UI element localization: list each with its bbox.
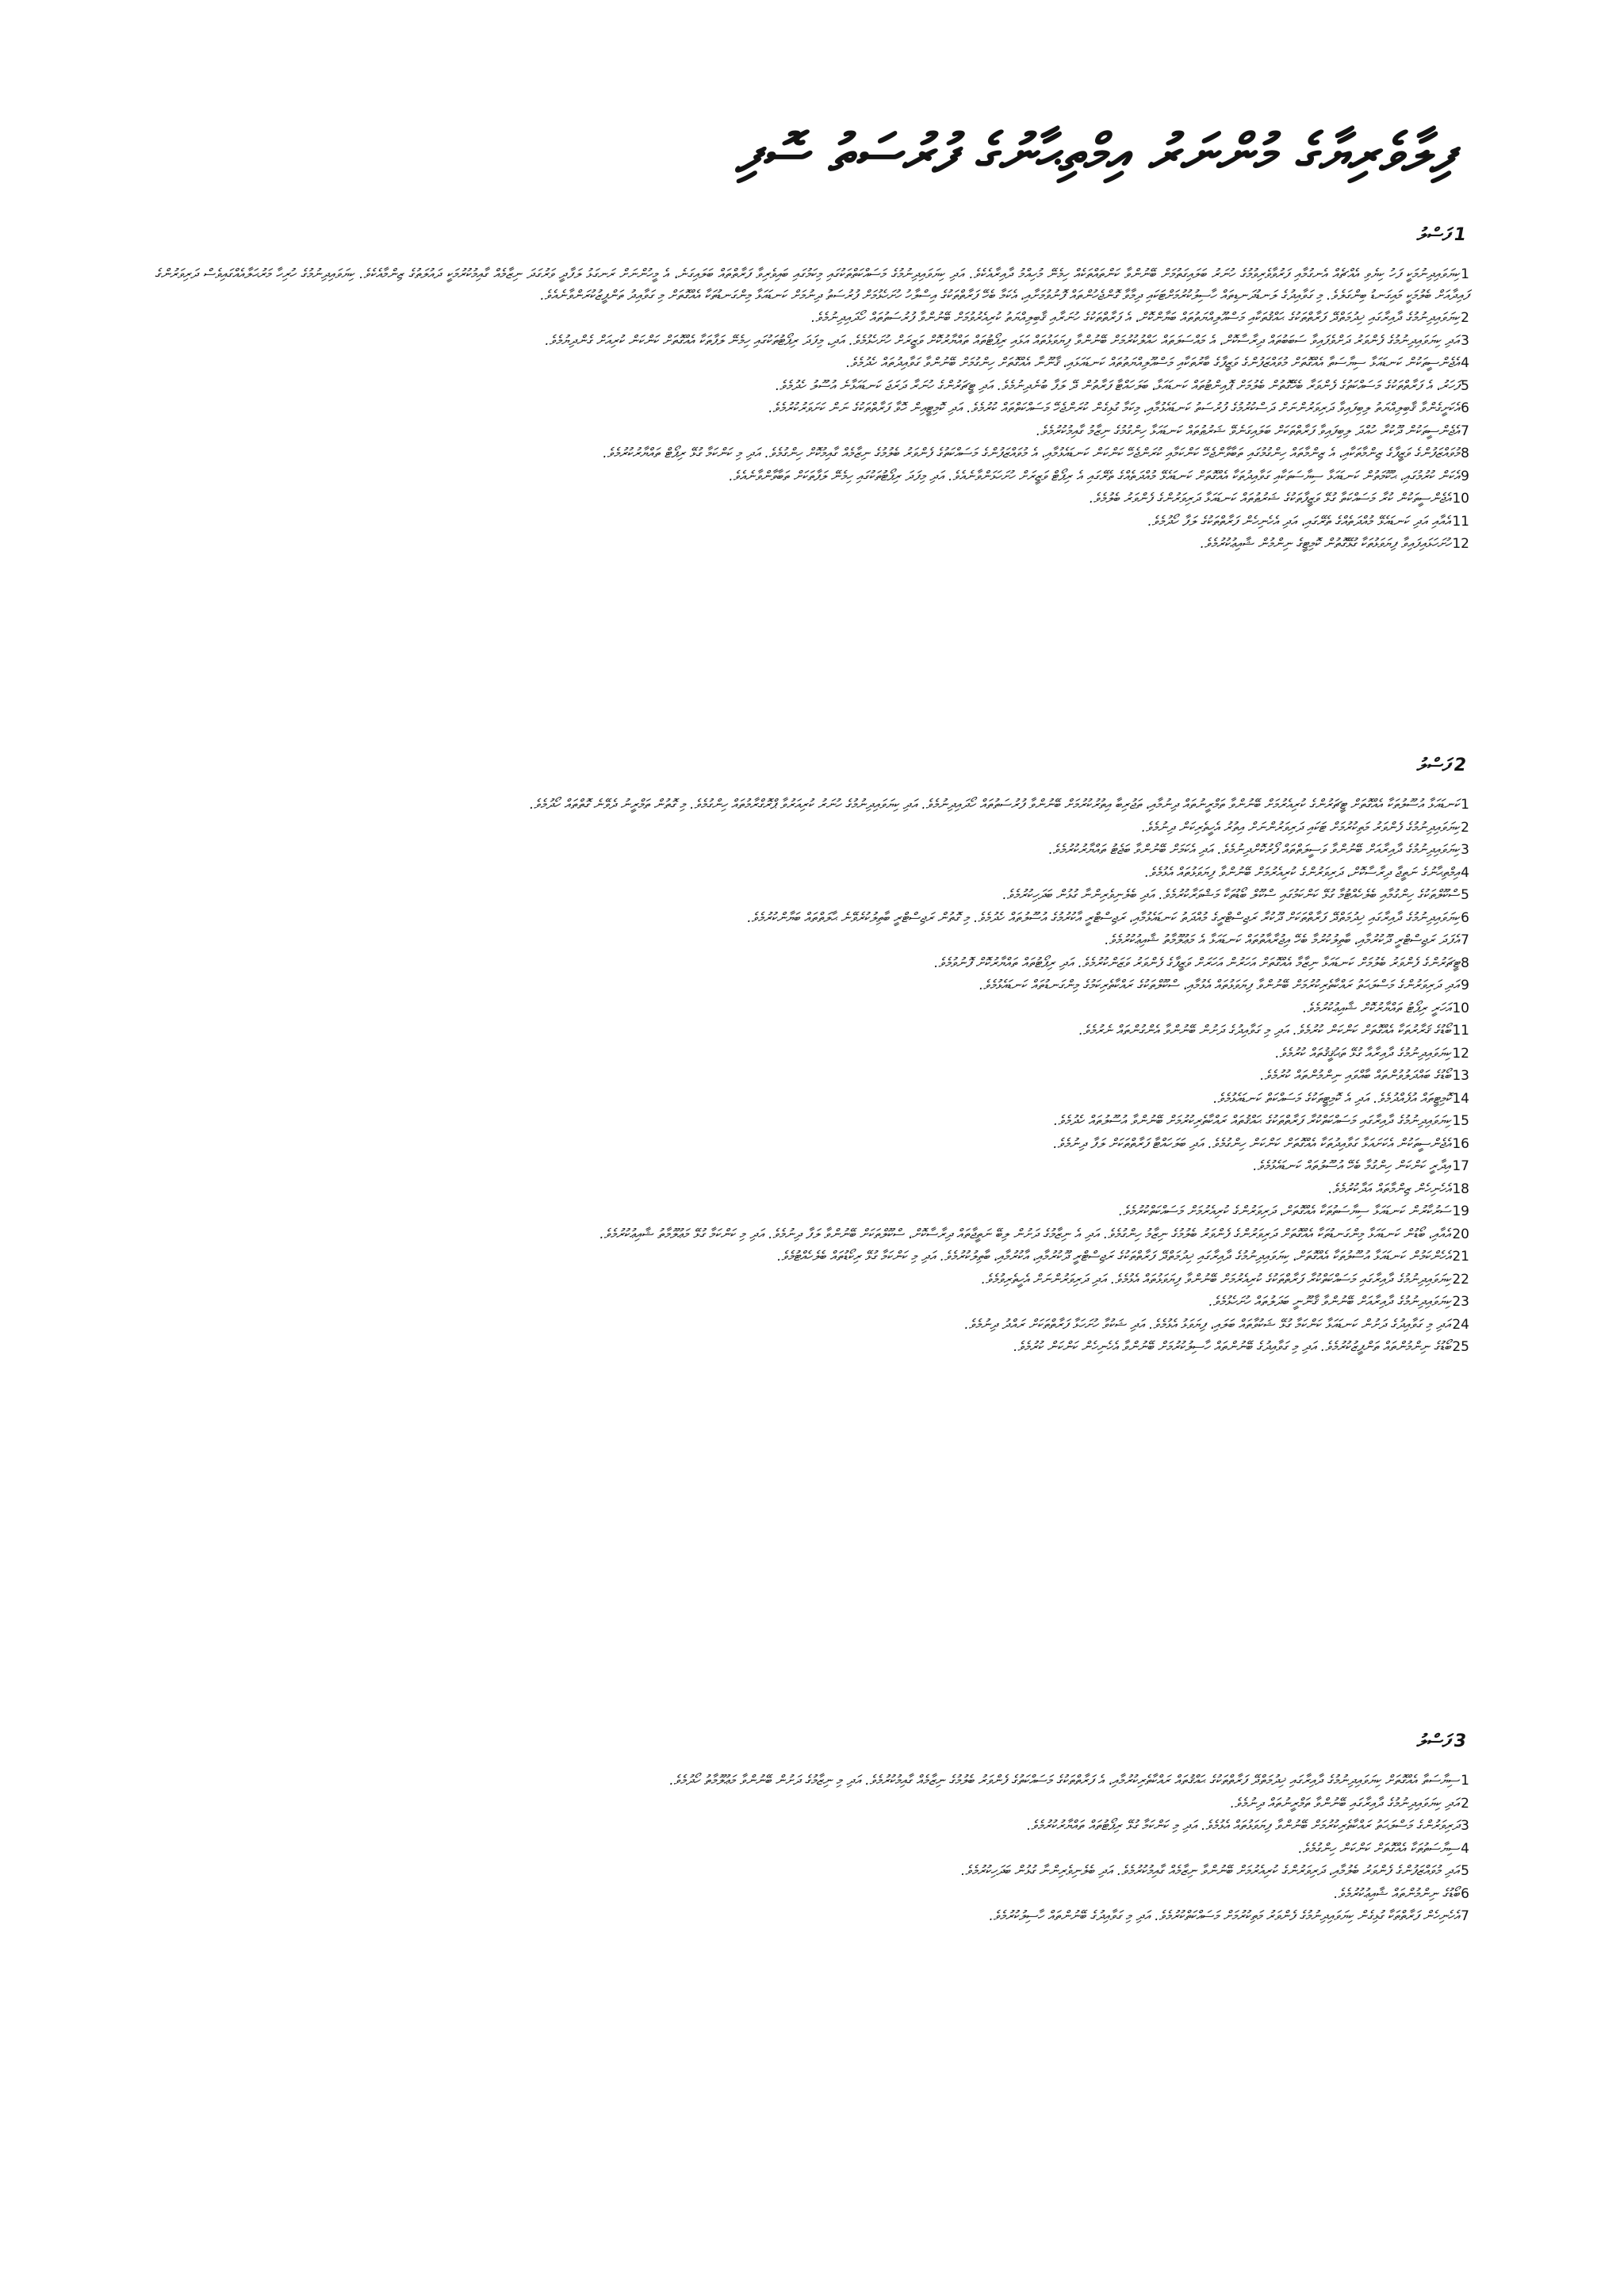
paragraph (155, 1884, 1469, 1905)
section-number: 1 (1454, 225, 1466, 245)
paragraph-text: އެހެންކަމުން ކަނޑައަޅާ އުސޫލުތަކާ އެއްގޮތަށް، ކިޔަވައިދިނުމުގެ ދާއިރާގައި ޚިދުމަތްދޭ ފަރާތްތަކުގެ ރަޖިސްޓްރީ ދޫކުރުމާއި، އާކުރުމާއި، ބާތިލުކުރުމެވެ. އަދި މި ކަންކަމާ ގުޅޭ ރިކޯޑުތައް ބެލެހެއްޓުމެވެ. (777, 1249, 1451, 1265)
paragraph-text: ބޯޑުގެ ނިންމުންތައް ޝާއިޢުކުރުމެވެ. (1333, 1885, 1460, 1902)
paragraph-text: އަހަރީ ރިޕޯޓު ތައްޔާރުކޮށް ޝާއިޢުކުރުމެވެ. (1302, 1000, 1451, 1016)
paragraph (155, 1292, 1469, 1313)
paragraph (155, 308, 1469, 329)
paragraph (155, 1224, 1469, 1246)
paragraph (155, 421, 1469, 442)
paragraph-text: ސިޔާސަތާ އެއްގޮތަށް ކިޔަވައިދިނުމުގެ ދާއިރާގައި ޚިދުމަތްދޭ ފަރާތްތަކުގެ ޙައްޤުތައް ރައްކާތެރިކުރުމާއި، އެ ފަރާތްތަކުގެ މަސައްކަތުގެ ފެންވަރު ބެލުމުގެ ނިޒާމެއް ގާއިމުކުރުމެވެ. އަދި މި ނިޒާމުގެ ދަށުން ބޭނުންވާ މަޢުލޫމާތު ހޯދުމެވެ. (669, 1773, 1460, 1789)
paragraph-list (155, 794, 1469, 1358)
paragraph (155, 953, 1469, 974)
paragraph-text: ކަނޑައަޅާ އުސޫލުތަކާ އެއްގޮތަށް ޓީޗަރުންގެ ކުރިއެރުމަށް ބޭނުންވާ ތަމްރީނުތައް ދިނުމާއި، ތަޖުރިބާ އިތުރުކުރުމަށް ބޭނުންވާ ފުރުސަތުތައް ހޯދައިދިނުމެވެ. އަދި ކިޔަވައިދިނުމުގެ ހުނަރު ކުރިއަރުވާ ޕްރޮގްރާމުތައް ހިންގުމެވެ. މި ގޮތުން ތަމްރީނު ދެވޭނެ ގޮތްތައް ހޯދުމެވެ. (529, 797, 1460, 813)
paragraph-text: އެއާއި، ބޯޑުން ކަނޑައަޅާ މިންގަނޑުތަކާ އެއްގޮތަށް ދަރިވަރުންގެ ފެންވަރު ބެލުމުގެ ނިޒާމު ހިންގުމެވެ. އަދި އެ ނިޒާމުގެ ދަށުން ލިބޭ ނަތީޖާތައް ދިރާސާކޮށް، ސްކޫލްތަކަށް ބޭނުންވާ ލަފާ ދިނުމެވެ. އަދި މި ކަންކަމާ ގުޅޭ މަޢުލޫމާތު ޝާއިޢުކުރުމެވެ. (599, 1226, 1451, 1242)
paragraph-text: ހުށަހަޅައިފައިވާ ފިޔަވަޅުތަކާ ގުޅޭގޮތުން ކޮމިޓީގެ ނިންމުން ޝާއިޢުކުރުމެވެ. (1200, 536, 1451, 552)
paragraph (155, 1134, 1469, 1155)
paragraph-number: 4 (1461, 864, 1469, 881)
paragraph-number: 1 (1461, 266, 1469, 282)
paragraph (155, 1156, 1469, 1177)
paragraph (155, 331, 1469, 352)
section-2 (155, 756, 1469, 1360)
document-title: ފިލާވެރިޔާގެ މުންނަރު އިމްތިޙާނުގެ ފުރުސަތު ސޮފި (735, 123, 1454, 184)
paragraph-text: ސްކޫލްތަކުގެ ހިންގުމާއި ބެލެހެއްޓުމާ ގުޅޭ ކަންކަމުގައި ސްކޫލް ބޯޑުތަކާ މަޝްވަރާކުރުމެވެ. އަދި ބެލެނިވެރިންނާ ގުޅުން ބަދަހިކުރުމެވެ. (1002, 887, 1460, 903)
paragraph-number: 5 (1461, 377, 1469, 394)
paragraph (155, 930, 1469, 951)
paragraph-number: 15 (1452, 1113, 1469, 1129)
paragraph-text: އަދި ދަރިވަރުންގެ މަސްލަޙަތު ރައްކާތެރިކުރުމަށް ބޭނުންވާ ފިޔަވަޅުތައް އެޅުމާއި، ސްކޫލްތަކުގެ ރައްކާތެރިކަމުގެ މިންގަނޑުތައް ކަނޑައެޅުމެވެ. (979, 978, 1460, 993)
paragraph-text: ކިޔަވައިދިނުމަކީ ފަހު ކިޔެވި އެއްޗެއް އެނގުމާއި ފަރުވާވެރިވުމުގެ ހުނަރު ބަލައިގަތުމަށް ބޭނުންވާ ކަންތައްތަކެއް ހިމެނޭ މުހިއްމު ދާއިރާއެކެވެ. އަދި ކިޔަވައިދިނުމުގެ މަސައްކަތްތަކުގައި މިކަމުގައި ބައިވެރިވާ ފަރާތްތައް ބަލައިގަނެ، އެ މީހުންނަށް ރަނގަޅު ލަފާދީ ވަރުގަދަ ނިޒާމެއް ގާއިމުކުރުމަކީ ދައުލަތުގެ ޒިންމާއެކެވެ. ކިޔަވައިދިނުމުގެ ހުރިހާ މަރުޙަލާއެއްގައިވެސް ދަރިވަރުންގެ ފައިދާއަށް ބެލުމަކީ މައިގަނޑު ބިންގަލެވެ. މި ގަވާއިދުގެ ލަނޑުދަނޑިތައް ހާސިލުކުރުމަށްޓަކައި ދިމާވާ ގޮންޖެހުންތައް ފޮނުވުމަށާއި، އެކަމާ ބެހޭ ފަރާތްތަކުގެ އިސްލާހު ހުށަހެޅުމަށް ފުރުސަތު ދިނުމަށް ކަނޑައަޅާ މިންގަނޑުތަކާ އެއްގޮތަށް މި ގަވާއިދު ތަންފީޒުކުރަންވާނެއެވެ. (155, 266, 1469, 304)
paragraph (155, 1066, 1469, 1087)
paragraph-text: ކިޔަވައިދިނުމުގެ ދާއިރާއަށް ބޭނުންވާ ވަސީލަތްތައް ފޯރުކޮށްދިނުމެވެ. އަދި އެކަމަށް ބޭނުންވާ ބަޖެޓު ތައްޔާރުކުރުމެވެ. (1048, 842, 1460, 858)
paragraph-text: އަދި ކިޔަވައިދިނުމުގެ ފެންވަރު ދަށްވެފައިވާ ސަބަބުތައް ދިރާސާކޮށް، އެ މައްސަލަތައް ހައްލުކުރުމަށް ބޭނުންވާ ފިޔަވަޅުތައް އަޅައި ރިޕޯޓުތައް ތައްޔާރުކޮށް ވަޒީރަށް ހުށަހެޅުމެވެ. އަދި، މިފަދަ ރިޕޯޓުތަކުގައި ހިމެނޭ ލަފާތަކާ އެއްގޮތަށް ކަންކަން ކުރިއަށް ގެންދިޔުމެވެ. (545, 332, 1460, 349)
paragraph-text: އެކަށީގެންވާ ޤާބިލިއްޔަތު ލިބިފައިވާ ދަރިވަރުންނަށް ދަސްކުރުމުގެ ފުރުސަތު ކަނޑައެޅުމާއި، މިކަމާ ގުޅިގެން ކުރަންޖެހޭ މަސައްކަތްތައް ކުރުމެވެ. އަދި ކޮމިޓީއިން ހޮވާ ފަރާތްތަކުގެ ނަން ކަށަވަރުކުރުމެވެ. (768, 400, 1460, 416)
paragraph-list (155, 264, 1469, 555)
section-heading (155, 1732, 1469, 1751)
paragraph-number: 14 (1452, 1090, 1469, 1107)
paragraph (155, 1337, 1469, 1358)
paragraph-number: 1 (1461, 797, 1469, 813)
paragraph-text: އެއާއި އަދި ކަނޑައެޅޭ މުއްދަތެއްގެ ތެރޭގައި، އަދި އެހެނިހެން ފަރާތްތަކުގެ ލަފާ ހޯދުމެވެ. (1147, 513, 1451, 530)
paragraph-text: އިމްތިޙާނުގެ ނަތީޖާ ދިރާސާކޮށް، ދަރިވަރުންގެ ކުރިއެރުމަށް ބޭނުންވާ ފިޔަވަޅުތައް އެޅުމެވެ. (1144, 864, 1460, 881)
paragraph-number: 13 (1452, 1068, 1469, 1084)
paragraph-number: 20 (1452, 1226, 1469, 1242)
paragraph-number: 10 (1452, 1000, 1469, 1016)
paragraph-number: 7 (1461, 932, 1469, 948)
paragraph-text: މުވައްޒަފުންގެ ވަޒީފާގެ ޒިންމާތަކާއި، އެ ޒިންމާތައް ހިންގުމުގައި ތަބާވާންޖެހޭ ކަންކަމާއި ކުރަންޖެހޭ ކަންކަން ކަނޑައެޅުމާއި، އެ މުވައްޒަފުންގެ މަސައްކަތުގެ ފެންވަރު ބެލުމުގެ ނިޒާމެއް ގާއިމުކޮށް ހިންގުމެވެ. އަދި މި ކަންކަމާ ގުޅޭ ރިޕޯޓް ތައްޔާރުކުރުމެވެ. (603, 446, 1460, 461)
paragraph-number: 11 (1452, 513, 1469, 530)
paragraph-list (155, 1770, 1469, 1927)
paragraph-number: 3 (1461, 1818, 1469, 1834)
paragraph-number: 2 (1461, 819, 1469, 836)
paragraph (155, 511, 1469, 533)
paragraph (155, 1020, 1469, 1042)
section-heading (155, 756, 1469, 775)
paragraph (155, 353, 1469, 374)
paragraph-number: 1 (1461, 1773, 1469, 1789)
paragraph-number: 6 (1461, 400, 1469, 416)
paragraph-text: އެހެނިހެން ފަރާތްތަކާ ގުޅިގެން ކިޔަވައިދިނުމުގެ ފެންވަރު މަތިކުރުމަށް މަސައްކަތްކުރުމެވެ. އަދި މި ގަވާއިދުގެ ބޭނުންތައް ހާސިލުކުރުމެވެ. (989, 1908, 1460, 1924)
paragraph-text: ކިޔަވައިދިނުމުގެ ފެންވަރު މަތިކުރުމަށް ޓަކައި ދަރިވަރުންނަށް އިތުރު އެހީތެރިކަން ދިނުމެވެ. (1141, 819, 1460, 836)
paragraph-number: 8 (1461, 955, 1469, 971)
section-number: 3 (1454, 1732, 1466, 1751)
paragraph-number: 7 (1461, 423, 1469, 439)
paragraph (155, 1314, 1469, 1336)
paragraph (155, 1839, 1469, 1860)
paragraph (155, 264, 1469, 306)
paragraph (155, 908, 1469, 929)
paragraph (155, 1089, 1469, 1110)
paragraph (155, 376, 1469, 397)
paragraph-number: 18 (1452, 1181, 1469, 1197)
paragraph-text: ކިޔަވައިދިނުމުގެ ދާއިރާގައި މަސައްކަތްކުރާ ފަރާތްތަކުގެ ކުރިއެރުމަށް ބޭނުންވާ ފިޔަވަޅުތައް އެޅުމެވެ. އަދި ދަރިވަރުންނަށް އެހީތެރިވުމެވެ. (981, 1271, 1451, 1288)
paragraph (155, 1179, 1469, 1200)
paragraph-number: 16 (1452, 1135, 1469, 1152)
paragraph-number: 4 (1461, 1840, 1469, 1857)
paragraph (155, 1861, 1469, 1882)
paragraph-text: އަދި ކިޔަވައިދިނުމުގެ ދާއިރާގައި ބޭނުންވާ ތަމްރީނުތައް ދިނުމެވެ. (1230, 1795, 1460, 1812)
paragraph (155, 794, 1469, 816)
section-3 (155, 1732, 1469, 1929)
paragraph-number: 2 (1461, 1795, 1469, 1812)
paragraph-number: 9 (1461, 468, 1469, 484)
section-heading (155, 225, 1469, 245)
paragraph-text: އެޖެންސީތަކުން އެކަށައަޅާ ގަވާއިދުތަކާ އެއްގޮތަށް ކަންކަން ހިންގުމެވެ. އަދި ބަލަހައްޓާ ފަރާތްތަކަށް ލަފާ ދިނުމެވެ. (1053, 1135, 1451, 1152)
paragraph-number: 3 (1461, 842, 1469, 858)
paragraph-number: 6 (1461, 909, 1469, 926)
paragraph-text: އެޖެންސީތަކުން ދޫކުރާ ހުއްދަ ލިބިފައިވާ ފަރާތްތަކަށް ބަލައިގަނެވޭ ޝަރުޠުތައް ކަނޑައަޅާ ހިންގުމުގެ ނިޒާމު ގާއިމުކުރުމެވެ. (1036, 423, 1460, 439)
paragraph-text: އެކަން ކުރުމުގައި، ޙުކޫމަތުން ކަނޑައަޅާ ސިޔާސަތަކާއި ގަވާއިދުތަކާ އެއްގޮތަށް ކަނޑައެޅޭ މުއްދަތެއްގެ ތެރޭގައި އެ ރިޕޯޓް ވަޒީރަށް ހުށަހަޅަންވާނެއެވެ. އަދި މިފަދަ ރިޕޯޓުތަކުގައި ހިމެނޭ ލަފާތަކަށް ތަބާވާންވާނެއެވެ. (729, 468, 1460, 484)
paragraph-text: އިދާރީ ކަންކަން ހިންގުމާ ބެހޭ އުސޫލުތައް ކަނޑައެޅުމެވެ. (1253, 1158, 1451, 1174)
paragraph-text: ކިޔަވައިދިނުމުގެ ދާއިރާގައި މަސައްކަތްކުރާ ފަރާތްތަކުގެ ޙައްޤުތައް ރައްކާތެރިކުރުމަށް ބޭނުންވާ އުސޫލުތައް ހެދުމެވެ. (1053, 1113, 1451, 1129)
paragraph (155, 817, 1469, 839)
section-number: 2 (1454, 756, 1466, 775)
paragraph (155, 1816, 1469, 1837)
paragraph (155, 1246, 1469, 1268)
paragraph-number: 24 (1452, 1316, 1469, 1333)
paragraph-number: 8 (1461, 446, 1469, 461)
paragraph (155, 975, 1469, 997)
paragraph-number: 7 (1461, 1908, 1469, 1924)
paragraph-number: 5 (1461, 887, 1469, 903)
paragraph-number: 19 (1452, 1203, 1469, 1219)
paragraph (155, 443, 1469, 465)
paragraph (155, 998, 1469, 1020)
paragraph-text: ބޯޑުގެ ޤަރާރުތަކާ އެއްގޮތަށް ކަންކަން ކުރުމެވެ. އަދި މި ގަވާއިދުގެ ދަށުން ބޭނުންވާ އެންގުންތައް ނެރުމެވެ. (1078, 1023, 1451, 1039)
paragraph-text: ދަރިވަރުންގެ މަސްލަޙަތު ރައްކާތެރިކުރުމަށް ބޭނުންވާ ފިޔަވަޅުތައް އެޅުމެވެ. އަދި މި ކަންކަމާ ގުޅޭ ރިޕޯޓުތައް ތައްޔާރުކުރުމެވެ. (1026, 1818, 1460, 1834)
paragraph-text: ކޮމިޓީތައް އުފެއްދުމެވެ. އަދި އެ ކޮމިޓީތަކުގެ މަސައްކަތް ކަނޑައެޅުމެވެ. (1212, 1090, 1451, 1107)
paragraph-text: ސަރުކާރުން ކަނޑައަޅާ ސިޔާސަތުތަކާ އެއްގޮތަށް، ދަރިވަރުންގެ ކުރިއެރުމަށް މަސައްކަތްކުރުމެވެ. (1118, 1203, 1451, 1219)
paragraph (155, 840, 1469, 861)
paragraph-number: 12 (1452, 1045, 1469, 1062)
paragraph (155, 398, 1469, 419)
paragraph (155, 488, 1469, 510)
section-heading-text: ފަސްލު (1416, 225, 1450, 245)
paragraph-text: ބޯޑުގެ ނިންމުންތައް ތަންފީޒުކުރުމެވެ. އަދި މި ގަވާއިދުގެ ބޭނުންތައް ހާސިލުކުރުމަށް ބޭނުންވާ އެހެނިހެން ކަންކަން ކުރުމެވެ. (1013, 1339, 1451, 1355)
paragraph-number: 4 (1461, 355, 1469, 371)
paragraph-text: އެޖެންސީތަކުން ކަނޑައަޅާ ސިޔާސަތާ އެއްގޮތަށް މުވައްޒަފުންގެ ވަޒީފާގެ ބާރުތަކާއި މަސްއޫލިއްޔަތުތައް ކަނޑައަޅައި، ޤާނޫނާ އެއްގޮތަށް ހިންގުމަށް ބޭނުންވާ ގަވާއިދުތައް ހެދުމެވެ. (845, 355, 1460, 371)
paragraph-number: 5 (1461, 1863, 1469, 1879)
paragraph-text: އެހެނިހެން ޒިންމާތައް އަދާކުރުމެވެ. (1328, 1181, 1451, 1197)
paragraph-text: ކިޔަވައިދިނުމުގެ ދާއިރާގައި ޚިދުމަތްދޭ ފަރާތްތަކުގެ ޙައްޤުތަކާއި މަސްއޫލިއްޔަތުތައް ބަޔާންކޮށް، އެ ފަރާތްތަކުގެ ހުނަރާއި ޤާބިލިއްޔަތު ކުރިއެރުވުމަށް ބޭނުންވާ ފުރުސަތުތައް ހޯދައިދިނުމެވެ. (810, 310, 1460, 326)
paragraph-text: ކިޔަވައިދިނުމުގެ ދާއިރާއަށް ބޭނުންވާ ޤާނޫނީ ބަދަލުތައް ހުށަހެޅުމެވެ. (1208, 1294, 1451, 1310)
paragraph (155, 1201, 1469, 1223)
paragraph-text: އެފަދަ ރަޖިސްޓްރީ ދޫކުރުމާއި، ބާތިލުކުރުމާ ބެހޭ އިޖުރާއާތުތައް ކަނޑައަޅާ އެ މަޢުލޫމާތު ޝާއިޢުކުރުމެވެ. (1105, 932, 1460, 948)
paragraph-text: ޓީޗަރުންގެ ފެންވަރު ބެލުމަށް ކަނޑައަޅާ ނިޒާމާ އެއްގޮތަށް އަހަރުން އަހަރަށް ވަޒީފާގެ ފެންވަރު ވަޒަންކުރުމެވެ. އަދި ރިޕޯޓުތައް ތައްޔާރުކޮށް ފޮނުވުމެވެ. (934, 955, 1460, 971)
paragraph (155, 885, 1469, 906)
section-heading-text: ފަސްލު (1416, 1732, 1450, 1751)
paragraph (155, 1770, 1469, 1792)
section-1 (155, 225, 1469, 557)
paragraph-number: 17 (1452, 1158, 1469, 1174)
paragraph (155, 1906, 1469, 1927)
paragraph-number: 23 (1452, 1294, 1469, 1310)
paragraph-number: 12 (1452, 536, 1469, 552)
section-heading-text: ފަސްލު (1416, 756, 1450, 775)
paragraph-text: ކިޔަވައިދިނުމުގެ ދާއިރާގައި ޚިދުމަތްދޭ ފަރާތްތަކަށް ދޫކުރާ ރަޖިސްޓްރީގެ މުއްދަތު ކަނޑައެޅުމާއި، ރަޖިސްޓްރީ އާކުރުމުގެ އުސޫލުތައް ހެދުމެވެ. މި ގޮތުން ރަޖިސްޓްރީ ބާތިލުކުރެވޭނެ ޙާލަތްތައް ބަޔާންކުރުމެވެ. (747, 909, 1460, 926)
paragraph-number: 10 (1452, 491, 1469, 507)
paragraph (155, 1793, 1469, 1815)
paragraph-number: 2 (1461, 310, 1469, 326)
paragraph-text: އެޖެންސީތަކުން ކުރާ މަސައްކަތާ ގުޅޭ ވަޒީފާތަކުގެ ޝަރުޠުތައް ކަނޑައަޅާ ދަރިވަރުންގެ ފެންވަރު ބެލުމެވެ. (1089, 491, 1451, 507)
paragraph-number: 9 (1461, 978, 1469, 993)
paragraph-number: 3 (1461, 332, 1469, 349)
paragraph-number: 11 (1452, 1023, 1469, 1039)
paragraph (155, 863, 1469, 884)
paragraph-text: ފަހަރު، އެ ފަރާތްތަކުގެ މަސައްކަތުގެ ފެންވަރާ ބެހޭގޮތުން ބެލުމަށް ޕޮއިންޓުތައް ކަނޑައަޅާ، ބަލަހައްޓާ ފަރާތުން ދޭ ލަފާ ބުނެދިނުމެވެ. އަދި ޓީޗަރުންގެ ހުނަރާ ދަރަޖަ ކަނޑައަޅާނެ އުސޫލު ހެދުމެވެ. (775, 377, 1460, 394)
paragraph-text: ސިޔާސަތުތަކާ އެއްގޮތަށް ކަންކަން ހިންގުމެވެ. (1298, 1840, 1460, 1857)
paragraph-text: ބޯޑުގެ ބައްދަލުވުންތައް ބާއްވައި ނިންމުންތައް ކުރުމެވެ. (1260, 1068, 1451, 1084)
paragraph-number: 21 (1452, 1249, 1469, 1265)
paragraph-number: 6 (1461, 1885, 1469, 1902)
paragraph (155, 466, 1469, 488)
paragraph-text: ކިޔަވައިދިނުމުގެ ދާއިރާއާ ގުޅޭ ތަޙުޤީޤުތައް ކުރުމެވެ. (1275, 1045, 1451, 1062)
paragraph (155, 1111, 1469, 1132)
paragraph-text: އަދި މުވައްޒަފުންގެ ފެންވަރު ބެލުމާއި، ދަރިވަރުންގެ ކުރިއެރުމަށް ބޭނުންވާ ނިޒާމެއް ގާއިމުކުރުމެވެ. އަދި ބެލެނިވެރިންނާ ގުޅުން ބަދަހިކުރުމެވެ. (960, 1863, 1460, 1879)
paragraph (155, 534, 1469, 555)
paragraph-number: 22 (1452, 1271, 1469, 1288)
paragraph (155, 1043, 1469, 1065)
paragraph-text: އަދި މި ގަވާއިދުގެ ދަށުން ކަނޑައަޅާ ކަންކަމާ ގުޅޭ ޝަކުވާތައް ބަލައި، ފިޔަވަޅު އެޅުމެވެ. އަދި ޝަކުވާ ހުށަހަޅާ ފަރާތްތަކަށް ރައްދު ދިނުމެވެ. (964, 1316, 1451, 1333)
paragraph-number: 25 (1452, 1339, 1469, 1355)
paragraph (155, 1269, 1469, 1291)
